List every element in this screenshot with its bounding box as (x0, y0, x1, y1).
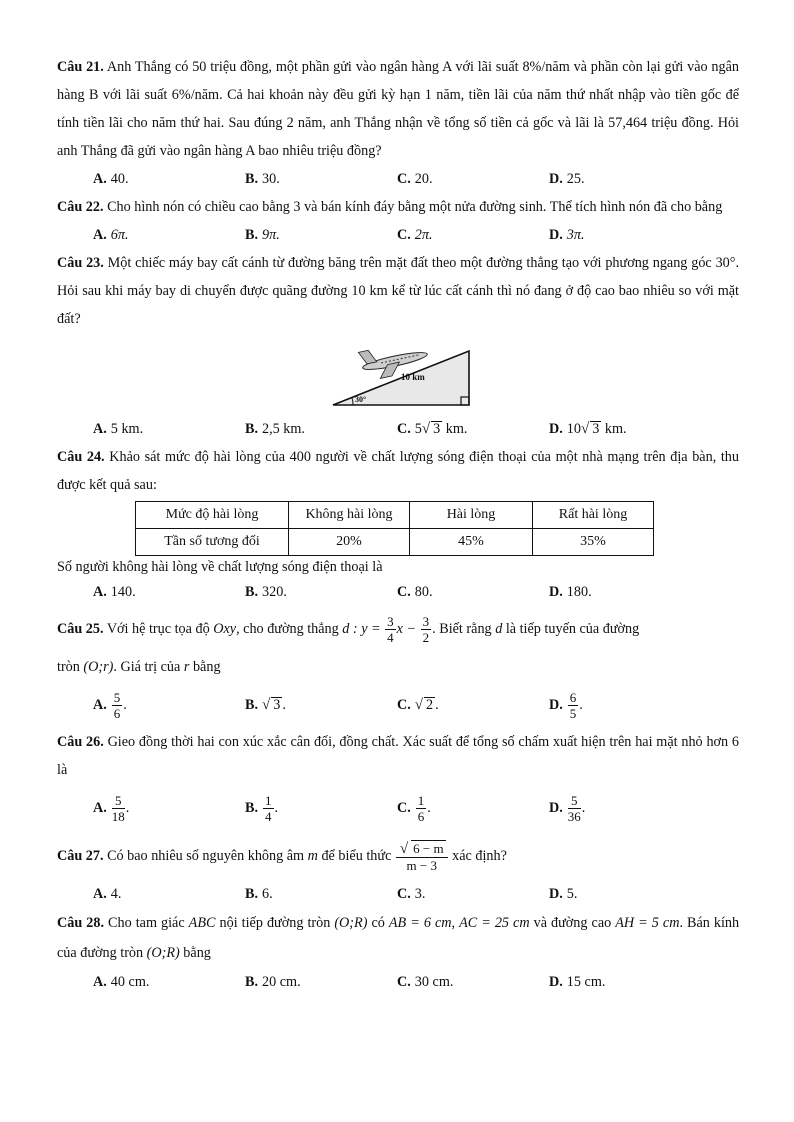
option-b[interactable]: B. 9π. (245, 227, 280, 243)
circle-symbol: (O;r) (83, 659, 114, 675)
options-21 (93, 165, 739, 193)
option-a[interactable]: A. $\frac{5}{18}$ . (93, 793, 130, 825)
option-a[interactable]: A. 40 cm. (93, 974, 150, 990)
question-text: Với hệ trục tọa độ (106, 621, 210, 637)
question-22 (57, 193, 739, 221)
question-text-cont: , cho đường thẳng (236, 621, 339, 637)
radius-symbol: r (183, 659, 190, 675)
question-text-cont: . Hỏi sau khi máy bay di chuyển được quãng đường 10 km kể từ lúc cất cánh thì nó đang ở độ cao bao nhiêu so với mặt đất? (57, 255, 739, 327)
distance-label: 10 km (401, 372, 425, 382)
variable-m: m (307, 848, 318, 864)
angle-value: 30° (715, 255, 736, 271)
question-text-cont: bằng (192, 659, 221, 675)
option-b[interactable]: B. 20 cm. (245, 974, 301, 990)
option-b[interactable]: B. √ 3 . (245, 697, 286, 713)
triangle-symbol: ABC (188, 915, 216, 931)
question-text: Anh Thắng có 50 triệu đồng, một phần gửi vào ngân hàng A với lãi suất 8%/năm và phần còn lại gửi vào ngân hàng B với lãi suất 6%/năm. Cả hai khoản này đều gửi kỳ hạn 1 năm, tiền lãi của năm thứ nhất nhập vào tiền gốc để tính tiền lãi cho năm thứ hai. Sau đúng 2 năm, anh Thắng nhận về tổng số tiền cả gốc và lãi là 57,464 triệu đồng. Hỏi anh Thắng đã gửi vào ngân hàng A bao nhiêu triệu đồng? (57, 59, 740, 159)
survey-table (135, 501, 654, 556)
question-text-cont: và đường cao (533, 915, 612, 931)
question-25 (57, 606, 739, 652)
question-text-cont: bằng (183, 945, 211, 961)
question-number: Câu 23. (57, 255, 104, 271)
option-c[interactable]: C. 3. (397, 886, 426, 902)
option-a[interactable]: A. 5 km. (93, 421, 144, 437)
question-24 (57, 443, 739, 499)
option-d[interactable]: D. 5. (549, 886, 578, 902)
option-c[interactable]: C. $\frac{1}{6}$ . (397, 793, 431, 825)
question-26 (57, 728, 739, 784)
angle-label: 30° (355, 395, 367, 404)
question-24-prompt: Số người không hài lòng về chất lượng sóng điện thoại là (57, 559, 383, 575)
options-23 (93, 415, 739, 443)
table-cell: Mức độ hài lòng (136, 502, 289, 529)
question-text-cont: , (451, 915, 456, 931)
question-text: Một chiếc máy bay cất cánh từ đường băng trên mặt đất theo một đường thẳng tạo với phương ngang góc (107, 255, 712, 271)
option-d[interactable]: D. $\frac{5}{36}$ . (549, 793, 586, 825)
table-cell: Tần số tương đối (136, 529, 289, 556)
question-text: Cho hình nón có chiều cao bằng 3 và bán kính đáy bằng một nửa đường sinh. Thể tích hình nón đã cho bằng (107, 199, 723, 215)
option-a[interactable]: A. 6π. (93, 227, 129, 243)
option-c[interactable]: C. 80. (397, 584, 433, 600)
question-text-cont: tròn (57, 659, 80, 675)
options-22 (93, 221, 739, 249)
table-row (136, 529, 654, 556)
ah-length: AH = 5 cm (615, 915, 680, 931)
circle-symbol: (O;R) (146, 945, 180, 961)
question-text-cont: . Giá trị của (113, 659, 181, 675)
question-number: Câu 25. (57, 621, 104, 637)
table-cell: 45% (410, 529, 533, 556)
option-c[interactable]: C. √ 2 . (397, 697, 439, 713)
question-text-cont: . Biết rằng (432, 621, 492, 637)
question-number: Câu 27. (57, 848, 104, 864)
option-a[interactable]: A. 4. (93, 886, 122, 902)
option-d[interactable]: D. 15 cm. (549, 974, 606, 990)
question-number: Câu 26. (57, 734, 104, 750)
question-28 (57, 908, 739, 968)
ab-length: AB = 6 cm (388, 915, 452, 931)
option-a[interactable]: A. 140. (93, 584, 136, 600)
question-text: Gieo đồng thời hai con xúc xắc cân đối, đồng chất. Xác suất để tổng số chấm xuất hiện trên hai mặt nhỏ hơn 6 là (57, 734, 740, 778)
exam-page (57, 53, 739, 996)
line-equation-lhs: d : y = (342, 621, 381, 637)
options-26 (93, 784, 739, 832)
option-c[interactable]: C. 5√ 3 km. (397, 421, 468, 437)
question-number: Câu 28. (57, 915, 104, 931)
circle-symbol: (O;R) (334, 915, 368, 931)
option-c[interactable]: C. 30 cm. (397, 974, 454, 990)
question-text-cont: là tiếp tuyến của đường (505, 621, 640, 637)
option-b[interactable]: B. 320. (245, 584, 287, 600)
question-25-cont (57, 652, 739, 682)
question-21 (57, 53, 739, 165)
table-cell: Không hài lòng (289, 502, 410, 529)
table-cell: Hài lòng (410, 502, 533, 529)
question-text: Có bao nhiêu số nguyên không âm (107, 848, 305, 864)
question-text-cont: có (371, 915, 385, 931)
fraction: $\frac{3}{4}$ (387, 614, 394, 646)
option-d[interactable]: D. 10√ 3 km. (549, 421, 627, 437)
option-b[interactable]: B. $\frac{1}{4}$ . (245, 793, 279, 825)
table-header-row (136, 502, 654, 529)
oxy-symbol: Oxy (213, 621, 237, 637)
line-equation-mid: x − (396, 621, 417, 637)
question-text: Cho tam giác (108, 915, 185, 931)
airplane-figure (327, 339, 477, 411)
expression-fraction: $\frac{√ 6 - m}{m - 3}$ (396, 840, 448, 873)
table-cell: 20% (289, 529, 410, 556)
question-text: Khảo sát mức độ hài lòng của 400 người về chất lượng sóng điện thoại của một nhà mạng trên địa bàn, thu được kết quả sau: (57, 449, 739, 493)
option-b[interactable]: B. 30. (245, 171, 280, 187)
question-text-cont: nội tiếp đường tròn (219, 915, 331, 931)
question-23 (57, 249, 739, 333)
question-text-cont: xác định? (452, 848, 507, 864)
line-symbol: d (495, 621, 503, 637)
option-c[interactable]: C. 2π. (397, 227, 433, 243)
option-a[interactable]: A. 40. (93, 171, 129, 187)
question-text-cont: . Bán kính của đường tròn (57, 915, 740, 961)
table-cell: Rất hài lòng (533, 502, 654, 529)
question-27 (57, 832, 739, 880)
options-27 (93, 880, 739, 908)
options-28 (93, 968, 739, 996)
option-b[interactable]: B. 6. (245, 886, 273, 902)
options-24 (93, 578, 739, 606)
question-number: Câu 24. (57, 449, 105, 465)
option-d[interactable]: D. 3π. (549, 227, 585, 243)
option-d[interactable]: D. 25. (549, 171, 585, 187)
question-text-cont: để biểu thức (321, 848, 392, 864)
fraction: $\frac{3}{2}$ (422, 614, 430, 646)
question-number: Câu 22. (57, 199, 104, 215)
options-25 (93, 682, 739, 728)
table-cell: 35% (533, 529, 654, 556)
option-c[interactable]: C. 20. (397, 171, 433, 187)
question-number: Câu 21. (57, 59, 104, 75)
option-b[interactable]: B. 2,5 km. (245, 421, 305, 437)
option-a[interactable]: A. $\frac{5}{6}$ . (93, 690, 127, 722)
option-d[interactable]: D. 180. (549, 584, 592, 600)
option-d[interactable]: D. $\frac{6}{5}$ . (549, 690, 583, 722)
ac-length: AC = 25 cm (459, 915, 530, 931)
